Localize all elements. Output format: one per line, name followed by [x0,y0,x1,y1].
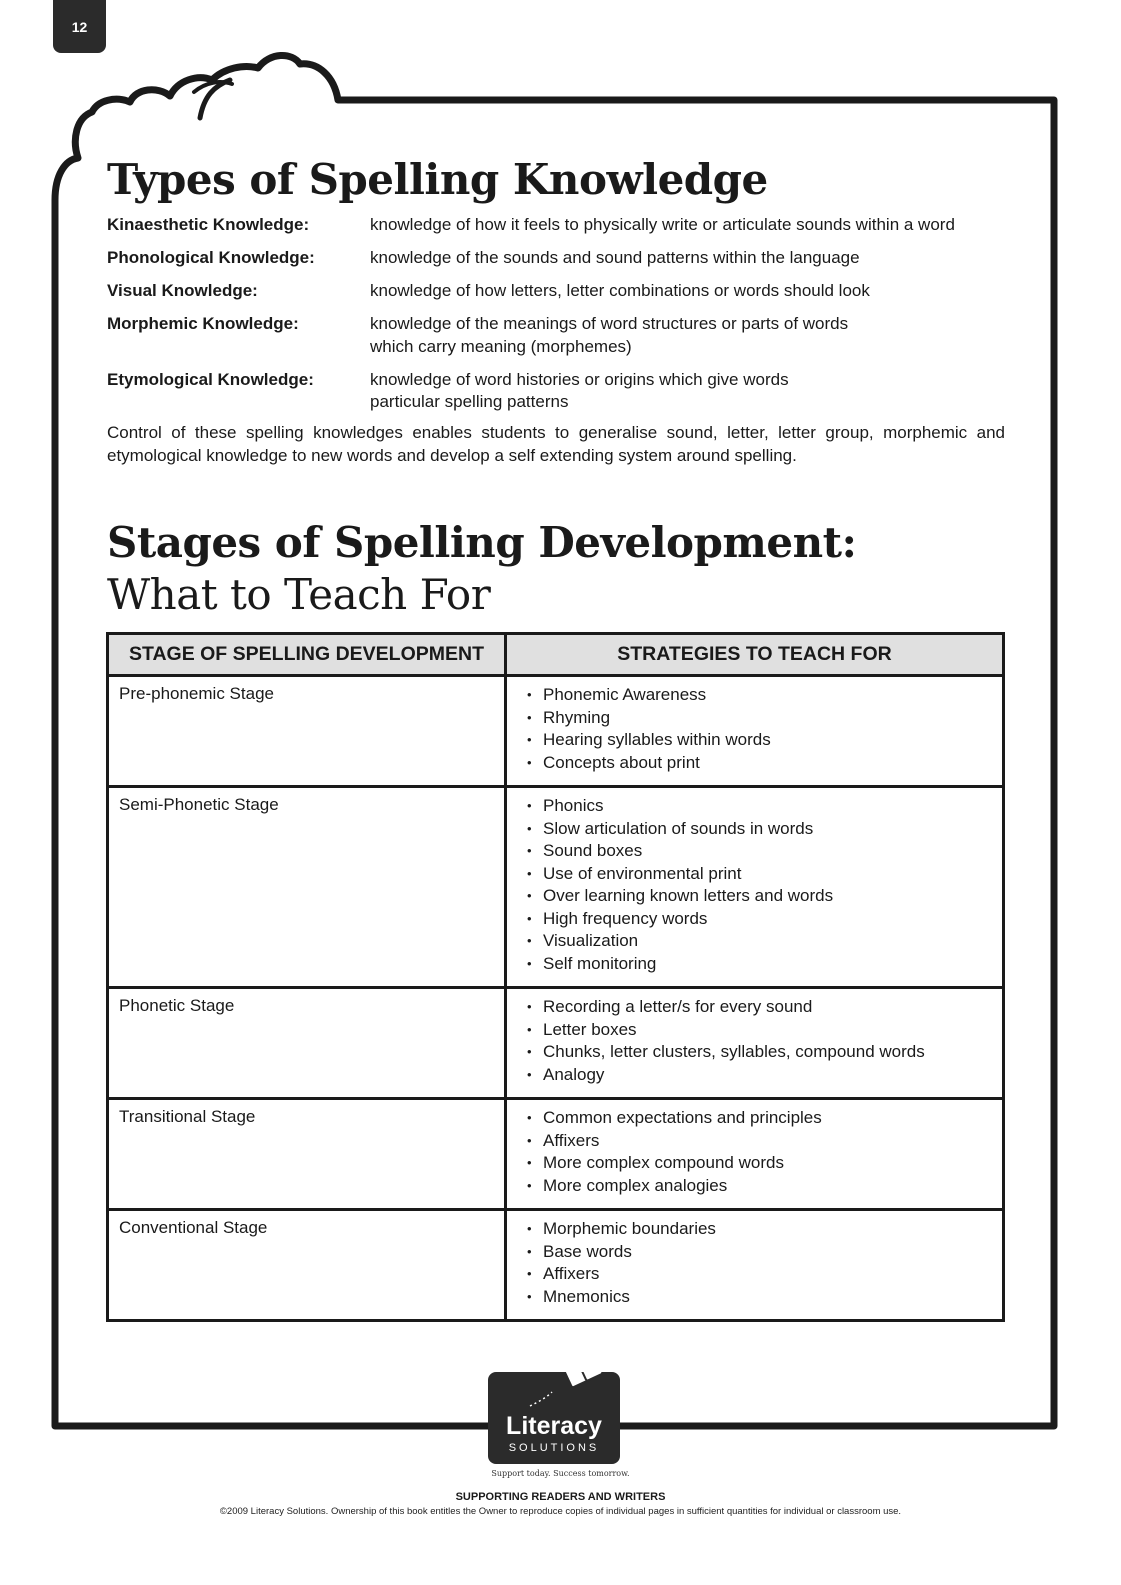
strategy-item: • Concepts about print [543,752,992,775]
stages-title: Stages of Spelling Development: [107,518,857,567]
strategies-cell [506,676,1004,787]
strategy-item: • Hearing syllables within words [543,729,992,752]
knowledge-item [107,280,1005,303]
stage-cell: Transitional Stage [108,1099,506,1210]
stages-heading [107,517,1005,621]
strategy-item: • Recording a letter/s for every sound [543,996,992,1019]
strategy-item: • Chunks, letter clusters, syllables, compound words [543,1041,992,1064]
strategy-item: • Affixers [543,1130,992,1153]
strategy-item: • High frequency words [543,908,992,931]
strategy-item: • Common expectations and principles [543,1107,992,1130]
knowledge-definition: knowledge of how letters, letter combinations or words should look [370,281,870,300]
knowledge-term: Morphemic Knowledge: [107,314,299,333]
strategies-cell [506,1099,1004,1210]
knowledge-item [107,369,1005,414]
strategy-item: • Letter boxes [543,1019,992,1042]
strategy-item: • Slow articulation of sounds in words [543,818,992,841]
knowledge-term: Kinaesthetic Knowledge: [107,215,310,234]
main-content [107,150,1005,621]
logo-subword: SOLUTIONS [508,1442,600,1454]
strategy-list [517,1218,992,1308]
strategies-cell [506,988,1004,1099]
strategy-item: • Base words [543,1241,992,1264]
strategy-item: • Morphemic boundaries [543,1218,992,1241]
strategies-cell [506,1210,1004,1321]
knowledge-definition: knowledge of the sounds and sound patterns within the language [370,248,860,267]
stages-subtitle: What to Teach For [107,570,491,619]
strategy-list [517,1107,992,1197]
knowledge-list [107,214,1005,414]
strategy-item: • Affixers [543,1263,992,1286]
column-header-stage: STAGE OF SPELLING DEVELOPMENT [108,634,506,676]
strategy-item: • More complex compound words [543,1152,992,1175]
column-header-strategies: STRATEGIES TO TEACH FOR [506,634,1004,676]
strategy-item: • Mnemonics [543,1286,992,1309]
table-row [108,676,1004,787]
stage-cell: Conventional Stage [108,1210,506,1321]
strategy-list [517,996,992,1086]
footer-title: SUPPORTING READERS AND WRITERS [455,1491,666,1503]
footer-copyright: ©2009 Literacy Solutions. Ownership of this book entitles the Owner to reproduce copies of individual pages in sufficient quantities for individual or classroom use. [219,1506,902,1517]
strategy-list [517,684,992,774]
strategies-cell [506,787,1004,988]
strategy-item: • Analogy [543,1064,992,1087]
strategy-list [517,795,992,975]
table-row [108,1210,1004,1321]
knowledge-term: Etymological Knowledge: [107,369,314,389]
stage-cell: Phonetic Stage [108,988,506,1099]
table-header-row [108,634,1004,676]
knowledge-item [107,313,1005,358]
knowledge-item [107,247,1005,270]
knowledge-definition: knowledge of how it feels to physically write or articulate sounds within a word [370,215,955,234]
logo-word: Literacy [506,1412,602,1440]
strategy-item: • Phonemic Awareness [543,684,992,707]
table-row [108,1099,1004,1210]
knowledge-definition: knowledge of word histories or origins which give words particular spelling patterns [370,369,789,411]
literacy-solutions-logo [488,1372,620,1464]
book-icon [488,1372,620,1412]
stage-cell: Pre-phonemic Stage [108,676,506,787]
knowledge-term: Visual Knowledge: [107,281,258,300]
stage-cell: Semi-Phonetic Stage [108,787,506,988]
strategy-item: • Over learning known letters and words [543,885,992,908]
table-row [108,787,1004,988]
page-number: 12 [53,0,106,53]
types-title: Types of Spelling Knowledge [107,155,768,204]
knowledge-definition: knowledge of the meanings of word structures or parts of words which carry meaning (morphemes) [370,314,849,356]
strategy-item: • Phonics [543,795,992,818]
strategy-item: • Use of environmental print [543,863,992,886]
table-row [108,988,1004,1099]
stages-table [106,632,1005,1322]
knowledge-summary: Control of these spelling knowledges enables students to generalise sound, letter, letter group, morphemic and etymological knowledge to new words and develop a self extending system around spelling. [107,423,1005,465]
strategy-item: • Self monitoring [543,953,992,976]
strategy-item: • Sound boxes [543,840,992,863]
knowledge-term: Phonological Knowledge: [107,248,315,267]
knowledge-item [107,214,1005,237]
strategy-item: • Rhyming [543,707,992,730]
strategy-item: • More complex analogies [543,1175,992,1198]
strategy-item: • Visualization [543,930,992,953]
tagline: Support today. Success tomorrow. [491,1469,630,1478]
